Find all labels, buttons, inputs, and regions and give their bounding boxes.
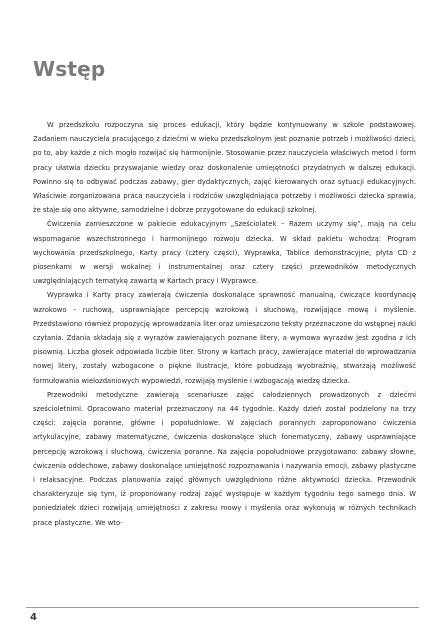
page-title: Wstęp (33, 57, 106, 81)
body-text (33, 118, 416, 530)
paragraph-2: Ćwiczenia zamieszczone w pakiecie edukacyjnym „Sześciolatek – Razem uczymy się”, mają na celu wspomaganie wszechstronnego i harmonijnego rozwoju dziecka. W skład pakietu wchodzą: Program wychowania przedszkolnego, Karty pracy (cztery części), Wyprawka, Tablice demonstracyjne, płyta CD z piosenkami w wersji wokalnej i instrumentalnej oraz cztery części przewodników metodycznych uwzględniających tematykę zawartą w Kartach pracy i Wyprawce. (33, 220, 416, 286)
paragraph-4: Przewodniki metodyczne zawierają scenariusze zajęć całodziennych prowadzonych z dziećmi sześcioletnimi. Opracowano materiał przeznaczony na 44 tygodnie. Każdy dzień został podzielony na trzy części: zajęcia poranne, główne i popołudniowe. W zajęciach porannych zaproponowano ćwiczenia artykulacyjne, zabawy matematyczne, ćwiczenia doskonalące słuch fonematyczny, zabawy usprawniające percepcję wzrokową i słuchową, ćwiczenia poranne. Na zajęcia popołudniowe przygotowano: zabawy słowne, ćwiczenia oddechowe, zabawy doskonalące umiejętność rozpoznawania i nazywania emocji, zabawy plastyczne i relaksacyjne. Podczas planowania zajęć głównych uwzględniono różne aktywności dziecka. Przewodnik charakteryzuje się tym, iż proponowany rodzaj zajęć występuje w każdym tygodniu tego samego dnia. W poniedziałek dzieci rozwijają umiejętności z zakresu mowy i myślenia oraz wykonują w różnych technikach prace plastyczne. We wto- (33, 390, 416, 527)
page-number: 4 (30, 612, 37, 623)
paragraph-3: Wyprawka i Karty pracy zawierają ćwiczenia doskonalące sprawność manualną, ćwiczące koordynację wzrokowo – ruchową, usprawniające percepcję wzrokową i słuchową, rozwijające mowę i myślenie. Przedstawiono również propozycję wprowadzania liter oraz umieszczono teksty przeznaczone do wstępnej nauki czytania. Zdania składają się z wyrazów zawierających poznane litery, a wymowa wyrazów jest zgodna z ich pisownią. Liczba głosek odpowiada liczbie liter. Strony w kartach pracy, zawierające materiał do wprowadzania nowej litery, zostały wzbogacone o piękne ilustracje, które pobudzają wyobraźnię, stwarzają możliwość formułowania wielozdaniowych wypowiedzi, rozwijają myślenie i wzbogacają wiedzę dziecka. (33, 291, 416, 385)
footer-divider (26, 607, 419, 608)
paragraph-1: W przedszkolu rozpoczyna się proces edukacji, który będzie kontynuowany w szkole podstawowej. Zadaniem nauczyciela pracującego z dziećmi w wieku przedszkolnym jest poznanie potrzeb i możliwości dzieci, po to, aby każde z nich mogło rozwijać się harmonijnie. Stosowanie przez nauczyciela właściwych metod i form pracy ułatwia dziecku przyswajanie wiedzy oraz doskonalenie umiejętności przydatnych w dalszej edukacji. Powinno się to odbywać podczas zabawy, gier dydaktycznych, zajęć kierowanych oraz sytuacji edukacyjnych. Właściwie zorganizowana praca nauczyciela i rodziców uwzględniająca potrzeby i możliwości dziecka sprawia, że staje się ono aktywne, samodzielne i dobrze przygotowane do edukacji szkolnej. (33, 121, 416, 215)
